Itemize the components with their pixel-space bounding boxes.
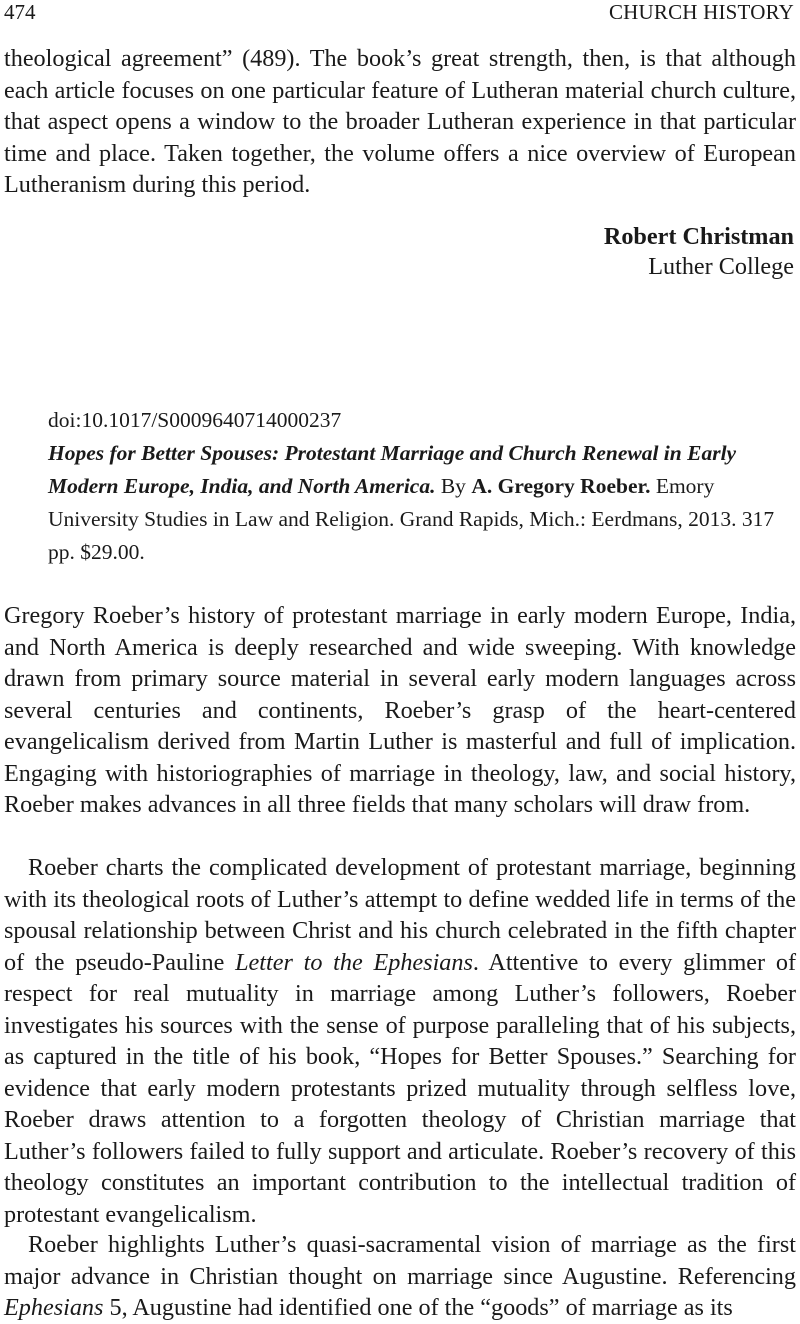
review-paragraph-3 xyxy=(4,1229,796,1324)
previous-review-closing-paragraph: theological agreement” (489). The book’s great strength, then, is that although each article focuses on one particular feature of Lutheran material church culture, that aspect opens a window to the broader Lutheran experience in that particular time and place. Taken together, the volume offers a nice overview of European Lutheranism during this period. xyxy=(4,45,796,198)
review-paragraph-2 xyxy=(4,852,796,1230)
book-citation xyxy=(48,437,788,569)
review-paragraph-2-part-1: Roeber charts the complicated development of protestant marriage, beginning with its theological roots of Luther’s attempt to define wedded life in terms of the spousal relationship between Christ and his church celebrated in the fifth chapter of the pseudo-Pauline xyxy=(4,854,796,976)
review-paragraph-1: Gregory Roeber’s history of protestant marriage in early modern Europe, India, and North America is deeply researched and wide sweeping. With knowledge drawn from primary source material in several early modern languages across several centuries and continents, Roeber’s grasp of the heart-centered evangelicalism derived from Martin Luther is masterful and full of implication. Engaging with historiographies of marriage in theology, law, and social history, Roeber makes advances in all three fields that many scholars will draw from. xyxy=(4,602,796,818)
ephesians-letter-title: Letter to the Ephesians xyxy=(235,948,473,976)
reviewer-signature xyxy=(604,222,794,282)
book-author: A. Gregory Roeber. xyxy=(471,474,651,498)
journal-title: CHURCH HISTORY xyxy=(608,0,794,24)
page-number: 474 xyxy=(4,0,36,24)
book-by: By xyxy=(435,474,472,498)
running-head xyxy=(0,0,800,30)
review-paragraph-3-part-2: 5, Augustine had identified one of the “goods” of marriage as its xyxy=(103,1294,733,1321)
book-entry xyxy=(48,404,788,569)
reviewer-affiliation: Luther College xyxy=(648,253,794,280)
review-paragraph-3-part-1: Roeber highlights Luther’s quasi-sacramental vision of marriage as the first major advance in Christian thought on marriage since Augustine. Referencing xyxy=(4,1231,796,1290)
ephesians-reference: Ephesians xyxy=(4,1294,104,1321)
review-paragraph-2-part-2: . Attentive to every glimmer of respect for real mutuality in marriage among Luther’s followers, Roeber investigates his sources with the sense of purpose paralleling that of his subjects, as captured in the title of his book, “Hopes for Better Spouses.” Searching for evidence that early modern protestants prized mutuality through selfless love, Roeber draws attention to a forgotten theology of Christian marriage that Luther’s followers failed to fully support and articulate. Roeber’s recovery of this theology constitutes an important contribution to the intellectual tradition of protestant evangelicalism. xyxy=(4,948,796,1228)
book-title: Hopes for Better Spouses: Protestant Marriage and Church Renewal in Early Modern Europe, India, and North America. xyxy=(48,441,737,498)
doi-link[interactable]: doi:10.1017/S0009640714000237 xyxy=(48,408,342,432)
reviewer-name: Robert Christman xyxy=(603,223,794,250)
book-publication: Emory University Studies in Law and Religion. Grand Rapids, Mich.: Eerdmans, 2013. 317 pp. $29.00. xyxy=(48,474,775,564)
